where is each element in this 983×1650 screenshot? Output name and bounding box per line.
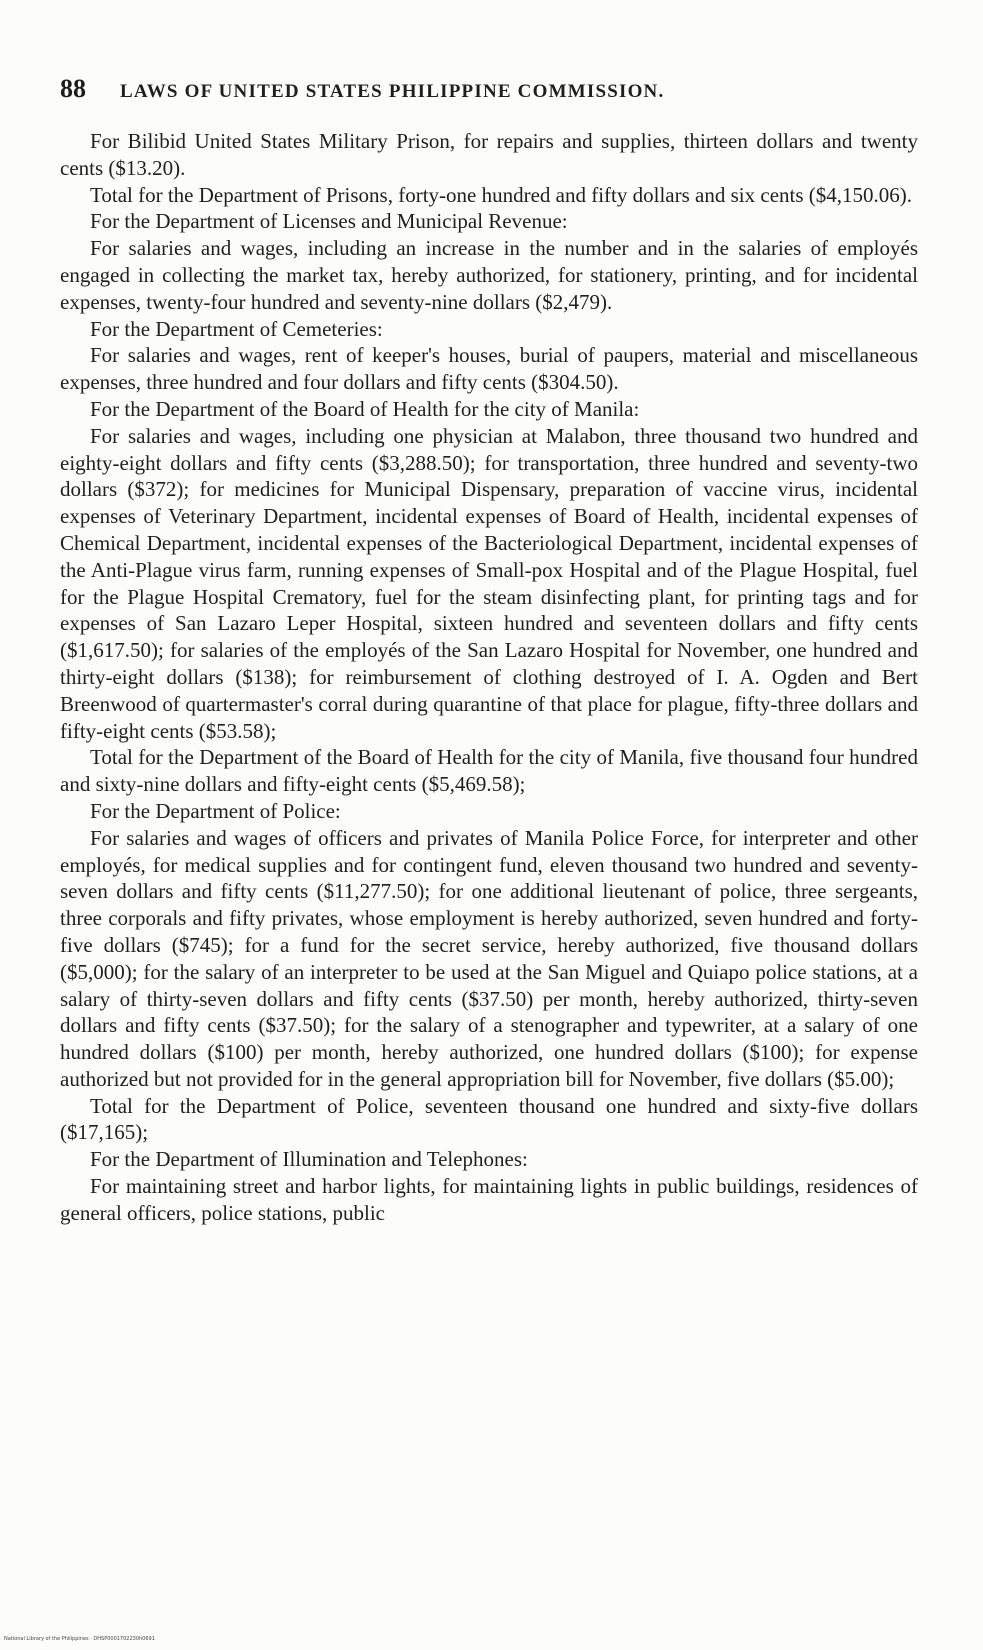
running-head: LAWS OF UNITED STATES PHILIPPINE COMMISSION. <box>120 81 665 102</box>
paragraph-illumination-heading: For the Department of Illumination and Telephones: <box>90 1147 528 1172</box>
paragraph-cemeteries-heading: For the Department of Cemeteries: <box>90 316 383 341</box>
paragraph-licenses-salaries: For salaries and wages, including an increase in the number and in the salaries of employés engaged in collecting the market tax, hereby authorized, for stationery, printing, and for incidental expenses, twenty-four hundred and seventy-nine dollars ($2,479). <box>60 236 918 314</box>
page-number: 88 <box>60 74 86 103</box>
paragraph-board-of-health-salaries: For salaries and wages, including one physician at Malabon, three thousand two hundred and eighty-eight dollars and fifty cents ($3,288.50); for transportation, three hundred and seventy-two dollars ($372); for medicines for Municipal Dispensary, preparation of vaccine virus, incidental expenses of Veterinary Department, incidental expenses of Board of Health, incidental expenses of Chemical Department, incidental expenses of the Bacteriological Department, incidental expenses of the Anti-Plague virus farm, running expenses of Small-pox Hospital and of the Plague Hospital, fuel for the Plague Hospital Crematory, fuel for the steam disinfecting plant, for printing tags and for expenses of San Lazaro Leper Hospital, sixteen hundred and seventeen dollars and fifty cents ($1,617.50); for salaries of the employés of the San Lazaro Hospital for November, one hundred and thirty-eight dollars ($138); for reimbursement of clothing destroyed of I. A. Ogden and Bert Breenwood of quartermaster's corral during quarantine of that place for plague, fifty-three dollars and fifty-eight cents ($53.58); <box>60 423 918 743</box>
paragraph-cemeteries-salaries: For salaries and wages, rent of keeper's houses, burial of paupers, material and miscellaneous expenses, three hundred and four dollars and fifty cents ($304.50). <box>60 343 918 395</box>
paragraph-licenses-heading: For the Department of Licenses and Municipal Revenue: <box>90 209 568 234</box>
body-text <box>60 128 918 1227</box>
paragraph-illumination-maintenance: For maintaining street and harbor lights, for maintaining lights in public buildings, residences of general officers, police stations, public <box>60 1174 918 1225</box>
paragraph-board-of-health-heading: For the Department of the Board of Health for the city of Manila: <box>90 396 640 421</box>
paragraph-total-board-of-health: Total for the Department of the Board of Health for the city of Manila, five thousand four hundred and sixty-nine dollars and fifty-eight cents ($5,469.58); <box>60 745 918 797</box>
paragraph-police-salaries: For salaries and wages of officers and privates of Manila Police Force, for interpreter and other employés, for medical supplies and for contingent fund, eleven thousand two hundred and seventy-seven dollars and fifty cents ($11,277.50); for one additional lieutenant of police, three sergeants, three corporals and fifty privates, whose employment is hereby authorized, seven hundred and forty-five dollars ($745); for a fund for the secret service, hereby authorized, five thousand dollars ($5,000); for the salary of an interpreter to be used at the San Miguel and Quiapo police stations, at a salary of thirty-seven dollars and fifty cents ($37.50) per month, hereby authorized, thirty-seven dollars and fifty cents ($37.50); for the salary of a stenographer and typewriter, at a salary of one hundred dollars ($100) per month, hereby authorized, one hundred dollars ($100); for expense authorized but not provided for in the general appropriation bill for November, five dollars ($5.00); <box>60 825 918 1091</box>
page-header <box>60 74 920 114</box>
paragraph-total-police: Total for the Department of Police, seventeen thousand one hundred and sixty-five dollars ($17,165); <box>60 1093 918 1145</box>
paragraph-bilibid-prison: For Bilibid United States Military Prison, for repairs and supplies, thirteen dollars and twenty cents ($13.20). <box>60 129 918 180</box>
digitization-footer: National Library of the Philippines · DHSP0001702230h0691 <box>4 1636 155 1642</box>
paragraph-police-heading: For the Department of Police: <box>90 798 341 823</box>
paragraph-total-prisons: Total for the Department of Prisons, forty-one hundred and fifty dollars and six cents ($4,150.06). <box>90 182 913 207</box>
